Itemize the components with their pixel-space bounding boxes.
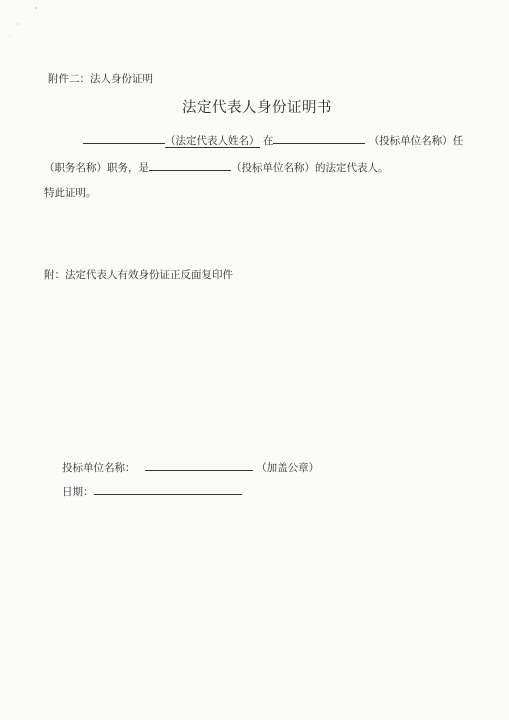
signature-company-row	[62, 459, 319, 475]
company-label: 投标单位名称：	[62, 462, 136, 474]
date-label: 日期：	[62, 486, 94, 498]
signature-date-row	[62, 483, 242, 499]
company-field-label-1: （投标单位名称）	[368, 135, 453, 147]
company-stamp-note: （加盖公章）	[256, 462, 320, 474]
name-field-label: （法定代表人姓名）	[165, 135, 260, 147]
attachment-heading: 附件二：法人身份证明	[48, 73, 153, 85]
company-blank-1[interactable]	[273, 132, 365, 144]
line1-tail: 任	[452, 135, 464, 147]
connector-text: 在	[262, 135, 274, 147]
name-blank[interactable]	[83, 132, 165, 144]
certificate-line-2	[44, 159, 389, 175]
certificate-title: 法定代表人身份证明书	[182, 100, 332, 116]
position-suffix: 职务，是	[107, 162, 149, 174]
company-blank-2[interactable]	[149, 159, 231, 171]
position-field-label: （职务名称）	[44, 162, 107, 174]
closing-text: 特此证明。	[44, 187, 97, 199]
company-field-label-2: （投标单位名称）	[231, 162, 315, 174]
appendix-note: 附：法定代表人有效身份证正反面复印件	[44, 269, 233, 281]
scan-specks	[6, 2, 46, 42]
company-signature-blank[interactable]	[145, 459, 253, 471]
certificate-line-1	[83, 132, 463, 148]
line2-suffix: 的法定代表人。	[315, 162, 389, 174]
date-blank[interactable]	[94, 483, 242, 495]
